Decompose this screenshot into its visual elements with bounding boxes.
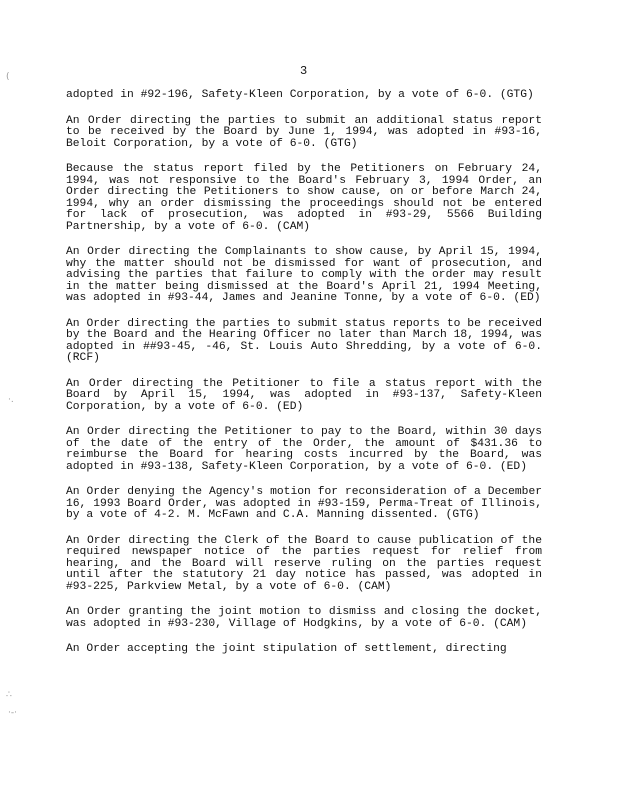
scan-artifact-mark: ·. [8,395,14,405]
document-body [66,90,542,670]
paragraph: An Order denying the Agency's motion for reconsideration of a December 16, 1993 Board Order, was adopted in #93-159, Perma-Treat of Illinois, by a vote of 4-2. M. McFawn and C.A. Manning dissented. (GTG) [66,486,542,521]
paragraph: An Order accepting the joint stipulation of settlement, directing [66,643,507,655]
page-number: 3 [300,64,308,78]
paragraph: An Order granting the joint motion to dismiss and closing the docket, was adopted in #93-230, Village of Hodgkins, by a vote of 6-0. (CAM) [66,606,542,630]
paragraph: Because the status report filed by the Petitioners on February 24, 1994, was not responsive to the Board's February 3, 1994 Order, an Order directing the Petitioners to show cause, on or before March 24, 1994, why an order dismissing the proceedings should not be entered for lack of prosecution, was adopted in #93-29, 5566 Building Partnership, by a vote of 6-0. (CAM) [66,163,542,233]
paragraph: An Order directing the Complainants to show cause, by April 15, 1994, why the matter should not be dismissed for want of prosecution, and advising the parties that failure to comply with the order may result in the matter being dismissed at the Board's April 21, 1994 Meeting, was adopted in #93-44, James and Jeanine Tonne, by a vote of 6-0. (ED) [66,246,542,304]
paragraph: adopted in #92-196, Safety-Kleen Corporation, by a vote of 6-0. (GTG) [66,89,534,101]
paragraph: An Order directing the parties to submit an additional status report to be received by the Board by June 1, 1994, was adopted in #93-16, Beloit Corporation, by a vote of 6-0. (GTG) [66,114,542,150]
paragraph: An Order directing the Petitioner to file a status report with the Board by April 15, 1994, was adopted in #93-137, Safety-Kleen Corporation, by a vote of 6-0. (ED) [66,377,542,413]
paragraph: An Order directing the Clerk of the Board to cause publication of the required newspaper notice of the parties request for relief from hearing, and the Board will reserve ruling on the parties request until after the statutory 21 day notice has passed, was adopted in #93-225, Parkview Metal, by a vote of 6-0. (CAM) [66,534,542,593]
scan-artifact-mark: ·-· [8,708,17,718]
paragraph: An Order directing the parties to submit status reports to be received by the Board and the Hearing Officer no later than March 18, 1994, was adopted in ##93-45, -46, St. Louis Auto Shredding, by a vote of 6-0. (RCF) [66,317,542,364]
scan-artifact-mark: ∴ [6,690,12,700]
paragraph: An Order directing the Petitioner to pay to the Board, within 30 days of the date of the entry of the Order, the amount of $431.36 to reimburse the Board for hearing costs incurred by the Board, was adopted in #93-138, Safety-Kleen Corporation, by a vote of 6-0. (ED) [66,426,542,473]
scan-artifact-mark: ( [6,72,10,82]
